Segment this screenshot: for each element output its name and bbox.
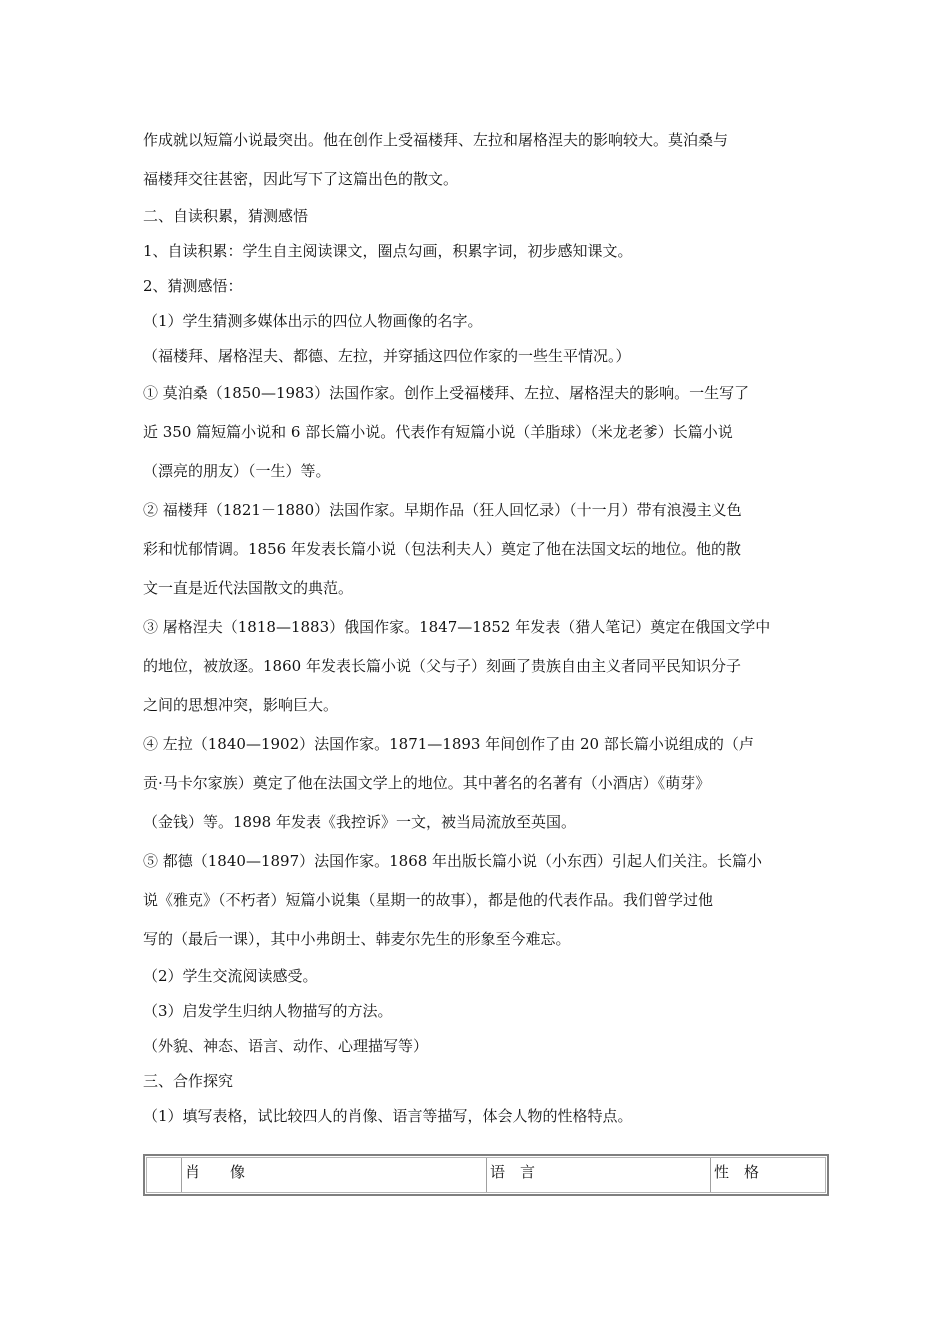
comparison-table [143,1154,829,1196]
paragraph-line: ④ 左拉（1840—1902）法国作家。1871—1893 年间创作了由 20 部长篇小说组成的（卢 [143,735,754,753]
paragraph-line: 写的（最后一课），其中小弗朗士、韩麦尔先生的形象至今难忘。 [143,930,571,948]
paragraph-line: 贡·马卡尔家族）奠定了他在法国文学上的地位。其中著名的名著有（小酒店）《萌芽》 [143,774,711,792]
paragraph-line: 1、自读积累：学生自主阅读课文，圈点勾画，积累字词，初步感知课文。 [143,242,633,260]
paragraph-line: 的地位，被放逐。1860 年发表长篇小说（父与子）刻画了贵族自由主义者同平民知识分子 [143,657,741,675]
paragraph-line: （2）学生交流阅读感受。 [143,967,318,985]
paragraph-line: （漂亮的朋友）（一生）等。 [143,462,331,480]
paragraph-line: 近 350 篇短篇小说和 6 部长篇小说。代表作有短篇小说（羊脂球）（米龙老爹）长篇小说 [143,423,733,441]
header-cell-portrait: 肖 像 [181,1158,486,1192]
paragraph-line: （1）填写表格，试比较四人的肖像、语言等描写，体会人物的性格特点。 [143,1107,633,1125]
paragraph-line: ② 福楼拜（1821－1880）法国作家。早期作品（狂人回忆录）（十一月）带有浪漫主义色 [143,501,742,519]
paragraph-line: 说《雅克》（不朽者）短篇小说集（星期一的故事），都是他的代表作品。我们曾学过他 [143,891,714,909]
section-heading: 二、自读积累，猜测感悟 [143,207,309,225]
section-heading: 三、合作探究 [143,1072,234,1090]
paragraph-line: （3）启发学生归纳人物描写的方法。 [143,1002,393,1020]
paragraph-line: ① 莫泊桑（1850—1983）法国作家。创作上受福楼拜、左拉、屠格涅夫的影响。一生写了 [143,384,750,402]
paragraph-line: （外貌、神态、语言、动作、心理描写等） [143,1037,429,1055]
paragraph-line: （金钱）等。1898 年发表《我控诉》一文，被当局流放至英国。 [143,813,576,831]
paragraph-line: 彩和忧郁情调。1856 年发表长篇小说（包法利夫人）奠定了他在法国文坛的地位。他的散 [143,540,741,558]
paragraph-line: ⑤ 都德（1840—1897）法国作家。1868 年出版长篇小说（小东西）引起人们关注。长篇小 [143,852,763,870]
paragraph-line: 2、猜测感悟： [143,277,243,295]
paragraph-line: （福楼拜、屠格涅夫、都德、左拉，并穿插这四位作家的一些生平情况。） [143,347,631,365]
paragraph-line: 福楼拜交往甚密，因此写下了这篇出色的散文。 [143,170,459,188]
paragraph-line: 文一直是近代法国散文的典范。 [143,579,354,597]
paragraph-line: （1）学生猜测多媒体出示的四位人物画像的名字。 [143,312,483,330]
table-index-cell [147,1158,181,1192]
header-cell-character: 性 格 [710,1158,826,1192]
header-cell-language: 语 言 [486,1158,710,1192]
paragraph-line: ③ 屠格涅夫（1818—1883）俄国作家。1847—1852 年发表（猎人笔记）奠定在俄国文学中 [143,618,771,636]
paragraph-line: 之间的思想冲突，影响巨大。 [143,696,339,714]
document-body [143,121,808,1134]
paragraph-line: 作成就以短篇小说最突出。他在创作上受福楼拜、左拉和屠格涅夫的影响较大。莫泊桑与 [143,131,729,149]
table-header-row [146,1157,826,1193]
